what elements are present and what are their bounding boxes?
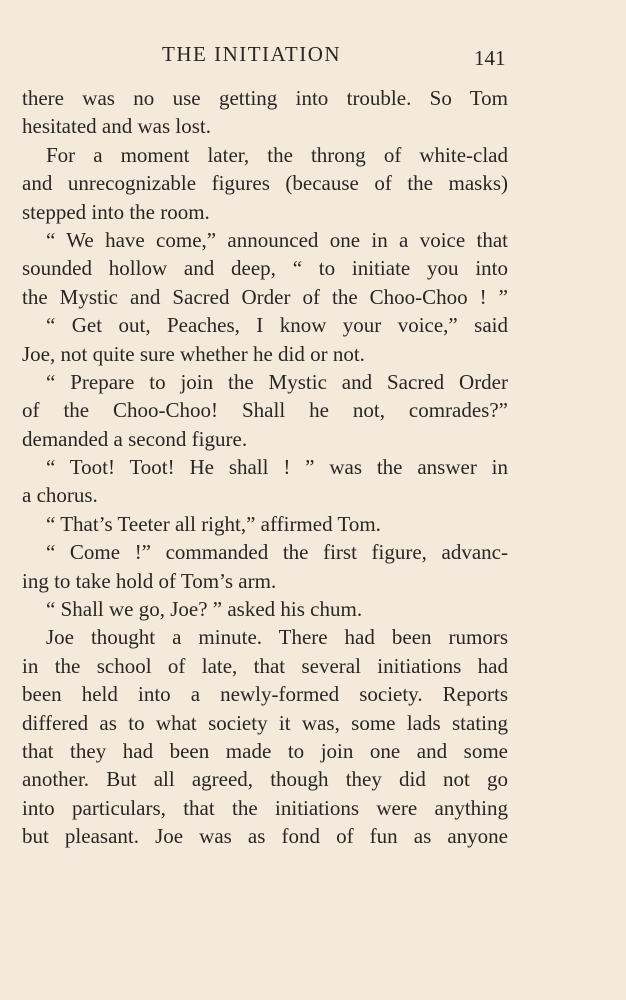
page-number: 141: [474, 46, 506, 70]
text-line: ing to take hold of Tom’s arm.: [22, 568, 277, 593]
text-line: but pleasant. Joe was as fond of fun as anyone: [22, 824, 508, 849]
text-line: demanded a second figure.: [22, 426, 248, 451]
text-line: Joe, not quite sure whether he did or not.: [22, 341, 365, 366]
text-line: “ Shall we go, Joe? ” asked his chum.: [46, 597, 363, 622]
text-line: stepped into the room.: [22, 199, 210, 224]
text-line: sounded hollow and deep, “ to initiate you into: [22, 256, 508, 281]
text-line: another. But all agreed, though they did not go: [22, 767, 508, 792]
text-line: there was no use getting into trouble. So Tom: [22, 86, 508, 110]
text-line: into particulars, that the initiations were anything: [22, 795, 508, 820]
text-line: differed as to what society it was, some lads stating: [22, 710, 508, 735]
running-head: [0, 42, 626, 72]
text-line: been held into a newly-formed society. Reports: [22, 682, 508, 707]
text-line: of the Choo-Choo! Shall he not, comrades?”: [22, 398, 508, 423]
text-line: “ Get out, Peaches, I know your voice,” said: [46, 313, 508, 338]
text-line: the Mystic and Sacred Order of the Choo-Choo ! ”: [22, 284, 508, 309]
running-title: THE INITIATION: [162, 42, 342, 66]
text-line: hesitated and was lost.: [22, 114, 211, 139]
body-text: [22, 84, 508, 851]
text-line: that they had been made to join one and some: [22, 738, 508, 763]
text-line: “ That’s Teeter all right,” affirmed Tom.: [46, 511, 381, 536]
text-line: a chorus.: [22, 483, 98, 508]
text-line: “ Prepare to join the Mystic and Sacred Order: [46, 369, 508, 394]
text-line: “ We have come,” announced one in a voice that: [46, 227, 508, 252]
text-line: in the school of late, that several initiations had: [22, 653, 508, 678]
text-line: “ Come !” commanded the first figure, advanc-: [46, 540, 508, 565]
text-line: and unrecognizable figures (because of the masks): [22, 171, 508, 196]
text-line: Joe thought a minute. There had been rumors: [46, 625, 508, 650]
text-line: For a moment later, the throng of white-clad: [46, 142, 508, 167]
text-line: “ Toot! Toot! He shall ! ” was the answer in: [46, 455, 508, 480]
